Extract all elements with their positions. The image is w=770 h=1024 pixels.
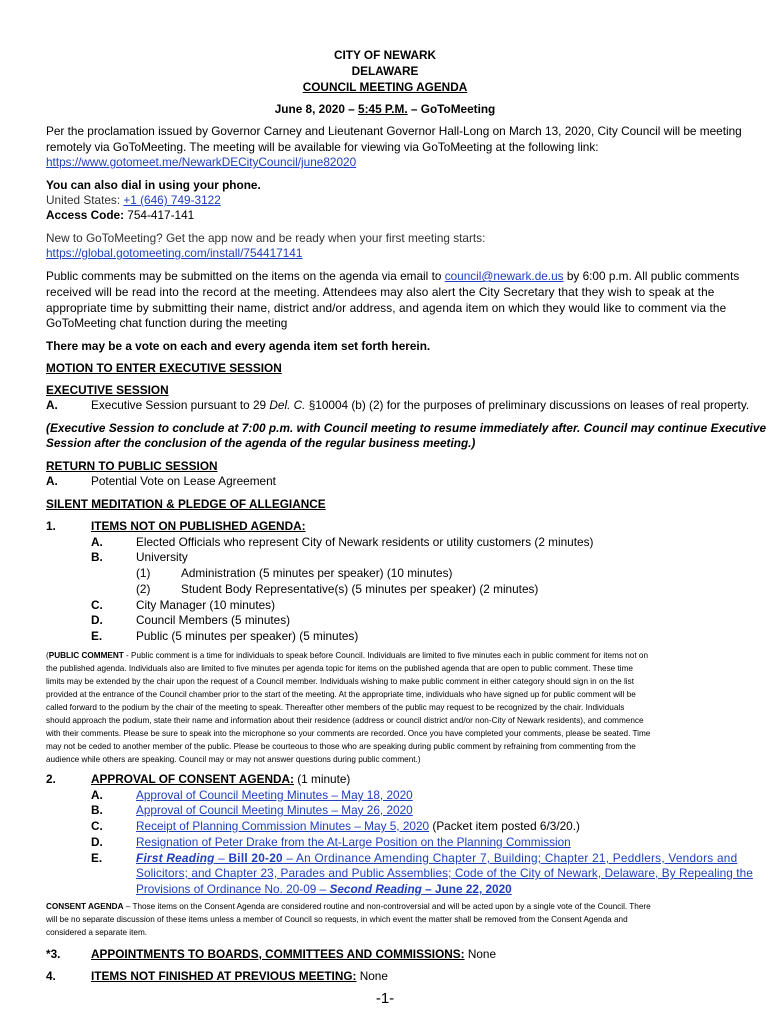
phone-link[interactable]: +1 (646) 749-3122 <box>123 193 221 207</box>
item-2-heading-line: APPROVAL OF CONSENT AGENDA: (1 minute) <box>91 772 351 786</box>
item-1-sub-letter: C. <box>91 598 103 612</box>
item-4-heading: ITEMS NOT FINISHED AT PREVIOUS MEETING: <box>91 969 357 983</box>
item-2-sub-letter: C. <box>91 819 103 833</box>
executive-session-heading: EXECUTIVE SESSION <box>46 383 169 397</box>
item-2-heading: APPROVAL OF CONSENT AGENDA: <box>91 772 294 786</box>
public-comment-note-line: the published agenda. Individuals also are limited to five minutes per agenda topic for items on the published agenda that are open to public comment. These time <box>46 664 633 673</box>
item-2-sub-letter: E. <box>91 851 103 865</box>
item-1-sub-text: Council Members (5 minutes) <box>136 613 291 627</box>
item-1-sub-text: Elected Officials who represent City of Newark residents or utility customers (2 minutes) <box>136 535 594 549</box>
public-comments-line-4: GoToMeeting chat function during the meeting <box>46 316 288 330</box>
return-item-letter: A. <box>46 474 58 488</box>
state-name: DELAWARE <box>351 64 419 78</box>
page-number: -1- <box>375 990 395 1007</box>
meeting-link[interactable]: https://www.gotomeet.me/NewarkDECityCouncil/june82020 <box>46 155 357 169</box>
item-3-line: APPOINTMENTS TO BOARDS, COMMITTEES AND COMMISSIONS: None <box>91 947 497 961</box>
item-1-sub-letter: D. <box>91 613 103 627</box>
item-1-sub-letter: A. <box>91 535 103 549</box>
exec-note-line-1: (Executive Session to conclude at 7:00 p.m. with Council meeting to resume immediately after. Council may continue Executive <box>46 421 767 435</box>
planning-minutes-link[interactable]: Receipt of Planning Commission Minutes – May 5, 2020 <box>136 819 430 833</box>
public-comment-note-line: with their comments. Please be sure to speak into the microphone so your comments are recorded. Once you have completed your comments, please be seated. Time <box>46 729 651 738</box>
consent-note-line: considered a separate item. <box>46 928 148 937</box>
item-3-number: *3. <box>46 947 61 961</box>
meeting-time: 5:45 P.M. <box>358 102 408 116</box>
minutes-may-26-link[interactable]: Approval of Council Meeting Minutes – May 26, 2020 <box>136 803 413 817</box>
dial-in-us: United States: +1 (646) 749-3122 <box>46 193 221 207</box>
dial-in-heading: You can also dial in using your phone. <box>46 178 261 192</box>
item-1-heading: ITEMS NOT ON PUBLISHED AGENDA: <box>91 519 306 533</box>
consent-note-line: CONSENT AGENDA – Those items on the Consent Agenda are considered routine and non-controversial and will be acted upon by a single vote of the Council. There <box>46 902 651 911</box>
public-comment-note-line: should approach the podium, state their name and information about their residence (address or council district and/or non-City of Newark residents), and commence <box>46 716 644 725</box>
item-1-sub-letter: B. <box>91 550 103 564</box>
item-1-subsub-text: Administration (5 minutes per speaker) (10 minutes) <box>181 566 453 580</box>
public-comments-line-3: appropriate time by submitting their name, district and/or address, and agenda item on which they would like to comment via the <box>46 301 727 315</box>
bill-20-20-link-line-2[interactable]: Solicitors; and Chapter 23, Parades and Public Assemblies; Code of the City of Newark, Delaware, By Repealing the <box>136 866 753 880</box>
intro-line-2: remotely via GoToMeeting. The meeting will be available for viewing via GoToMeeting at the following link: <box>46 140 599 154</box>
agenda-title: COUNCIL MEETING AGENDA <box>302 80 468 94</box>
item-2-number: 2. <box>46 772 56 786</box>
meeting-date: June 8, 2020 – 5:45 P.M. – GoToMeeting <box>274 102 496 116</box>
item-1-subsub-text: Student Body Representative(s) (5 minutes per speaker) (2 minutes) <box>181 582 539 596</box>
item-1-subsub-number: (1) <box>136 566 151 580</box>
item-1-sub-text: City Manager (10 minutes) <box>136 598 275 612</box>
public-comment-note-line: audience while others are speaking. Council may or may not answer questions during public comment.) <box>46 755 421 764</box>
public-comment-note-line: called forward to the podium by the chair of the meeting to speak. Thereafter other members of the public may request to be recognized by the chair. Individuals <box>46 703 625 712</box>
item-4-number: 4. <box>46 969 56 983</box>
vote-notice: There may be a vote on each and every agenda item set forth herein. <box>46 339 431 353</box>
public-comments-line-1: Public comments may be submitted on the items on the agenda via email to council@newark.de.us by 6:00 p.m. All public comments <box>46 269 740 283</box>
new-user-text: New to GoToMeeting? Get the app now and be ready when your first meeting starts: <box>46 231 486 245</box>
item-4-line: ITEMS NOT FINISHED AT PREVIOUS MEETING: None <box>91 969 388 983</box>
exec-item-letter: A. <box>46 398 58 412</box>
item-1-subsub-number: (2) <box>136 582 151 596</box>
access-code: Access Code: 754-417-141 <box>46 208 195 222</box>
item-2-sub-c: Receipt of Planning Commission Minutes – May 5, 2020 (Packet item posted 6/3/20.) <box>136 819 580 833</box>
public-comment-note-line: may not be ceded to another member of the public. Please be courteous to those who are speaking during public comment by refraining from commenting from the <box>46 742 636 751</box>
install-link[interactable]: https://global.gotomeeting.com/install/754417141 <box>46 246 303 260</box>
return-item-text: Potential Vote on Lease Agreement <box>91 474 276 488</box>
council-email-link[interactable]: council@newark.de.us <box>444 269 564 283</box>
public-comment-note-line: limits may be extended by the chair upon the request of a Council member. Individuals wishing to make public comment in either category should sign in on the list <box>46 677 634 686</box>
resignation-link[interactable]: Resignation of Peter Drake from the At-Large Position on the Planning Commission <box>136 835 571 849</box>
item-1-number: 1. <box>46 519 56 533</box>
public-comment-note-line: (PUBLIC COMMENT - Public comment is a time for individuals to speak before Council. Individuals are limited to five minutes each in public comment for items not on <box>46 651 649 660</box>
bill-20-20-link[interactable]: First Reading – Bill 20-20 – An Ordinance Amending Chapter 7, Building; Chapter 21, Peddlers, Vendors and <box>136 851 738 865</box>
public-comments-line-2: received will be read into the record at the meeting. Attendees may also alert the City Secretary that they wish to speak at the <box>46 285 715 299</box>
intro-line-1: Per the proclamation issued by Governor Carney and Lieutenant Governor Hall-Long on March 13, 2020, City Council will be meeting <box>46 124 742 138</box>
bill-20-20-link-line-3[interactable]: Provisions of Ordinance No. 20-09 – Second Reading – June 22, 2020 <box>136 882 512 896</box>
minutes-may-18-link[interactable]: Approval of Council Meeting Minutes – May 18, 2020 <box>136 788 413 802</box>
item-1-sub-text: University <box>136 550 188 564</box>
item-2-sub-letter: A. <box>91 788 103 802</box>
item-1-sub-text: Public (5 minutes per speaker) (5 minutes) <box>136 629 359 643</box>
motion-executive-session: MOTION TO ENTER EXECUTIVE SESSION <box>46 361 282 375</box>
return-session-heading: RETURN TO PUBLIC SESSION <box>46 459 218 473</box>
exec-item-text: Executive Session pursuant to 29 Del. C. §10004 (b) (2) for the purposes of preliminary discussions on leases of real property. <box>91 398 750 412</box>
item-2-sub-letter: D. <box>91 835 103 849</box>
public-comment-note-line: provided at the entrance of the Council chamber prior to the start of the meeting. At the appropriate time, individuals who have signed up for public comment will be <box>46 690 636 699</box>
exec-note-line-2: Session after the conclusion of the agenda of the regular business meeting.) <box>46 436 476 450</box>
city-name: CITY OF NEWARK <box>333 48 437 62</box>
item-3-heading: APPOINTMENTS TO BOARDS, COMMITTEES AND COMMISSIONS: <box>91 947 465 961</box>
consent-note-line: will be no separate discussion of these items unless a member of Council so requests, in which event the matter shall be removed from the Consent Agenda and <box>46 915 628 924</box>
item-2-sub-letter: B. <box>91 803 103 817</box>
item-1-sub-letter: E. <box>91 629 103 643</box>
meditation-pledge: SILENT MEDITATION & PLEDGE OF ALLEGIANCE <box>46 497 326 511</box>
